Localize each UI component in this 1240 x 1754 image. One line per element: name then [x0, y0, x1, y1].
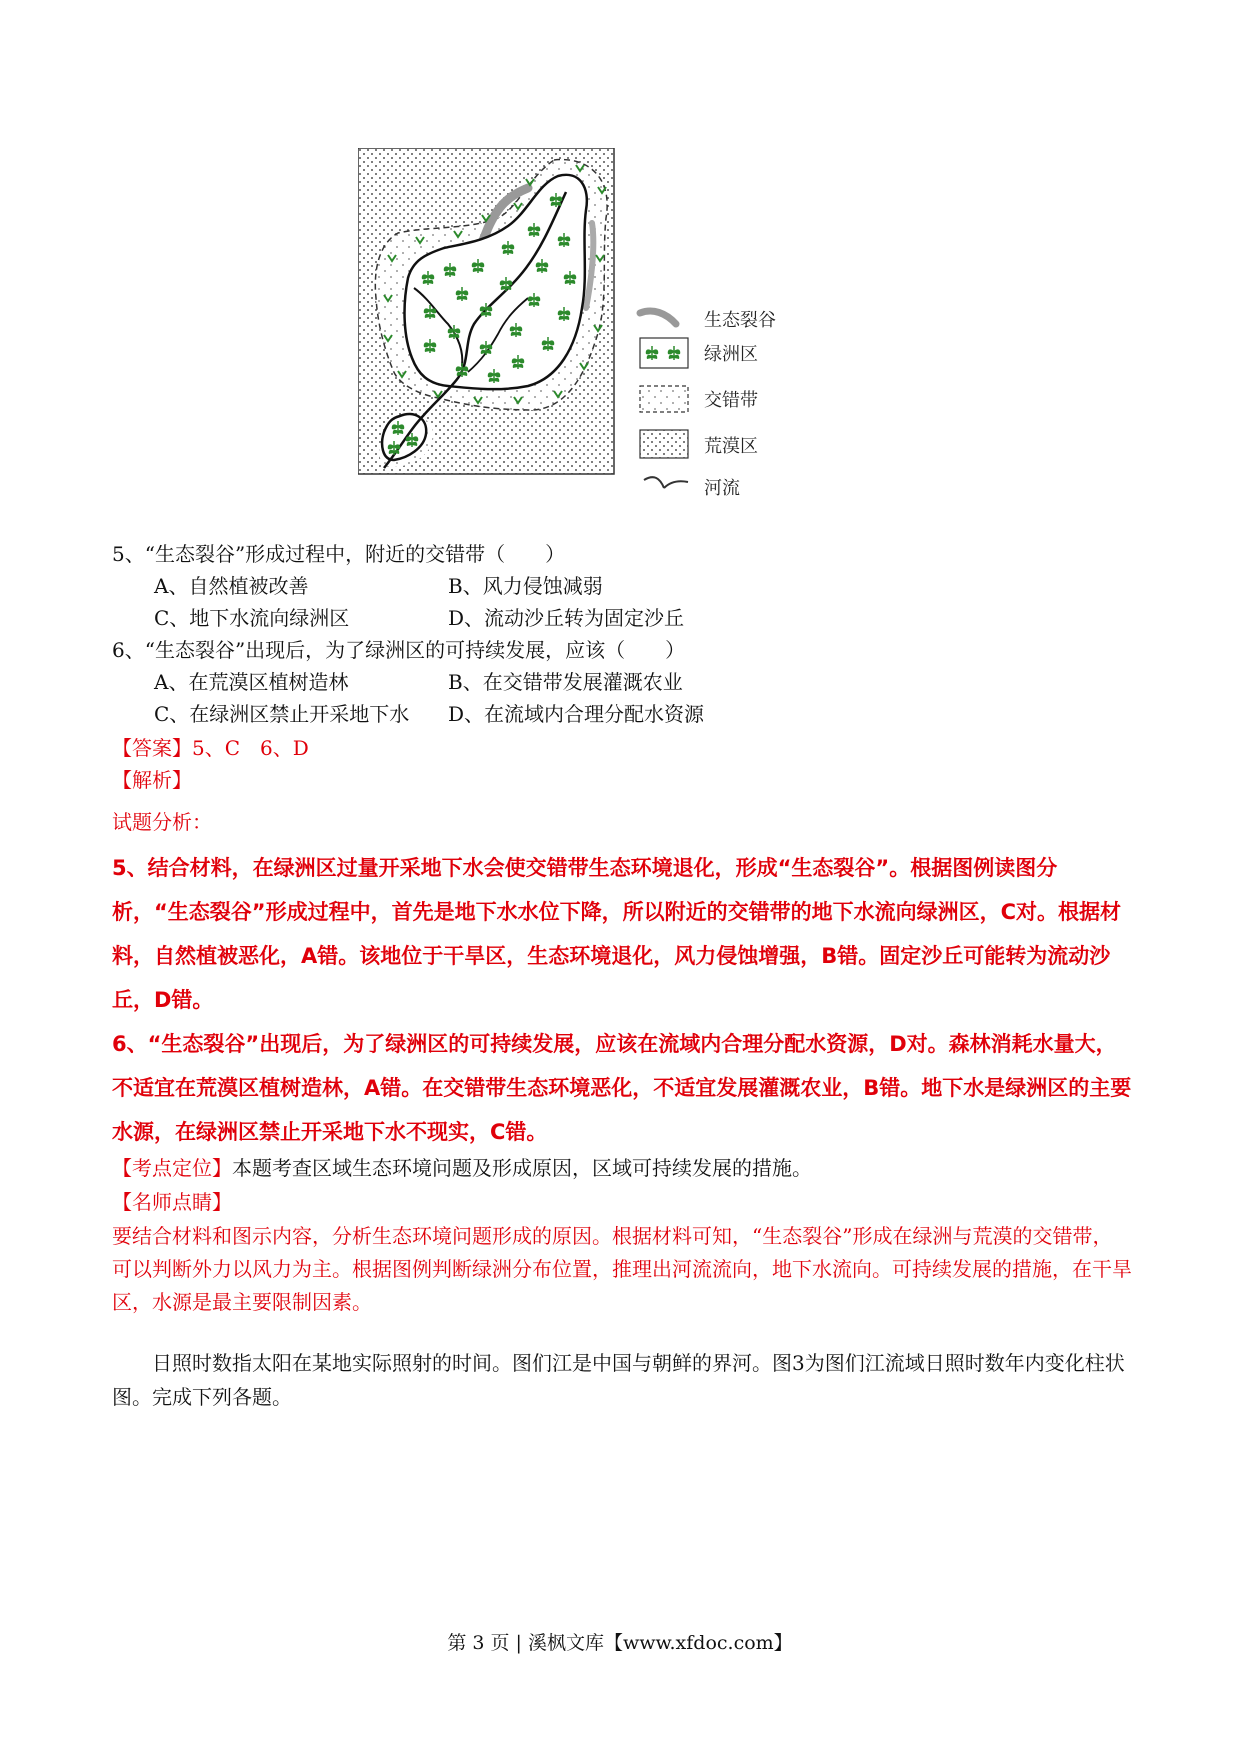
kaodian-tag: 【考点定位】 — [112, 1156, 232, 1180]
question-5-stem: 5、“生态裂谷”形成过程中，附近的交错带（ ） — [112, 542, 566, 566]
q6-option-d: D、在流域内合理分配水资源 — [448, 702, 705, 726]
answer-line — [112, 732, 309, 764]
legend-label-river: 河流 — [704, 478, 740, 499]
legend-label-oasis: 绿洲区 — [704, 344, 758, 365]
q5-option-c: C、地下水流向绿洲区 — [154, 606, 350, 630]
gray-band-icon — [640, 311, 676, 324]
dense-dots-icon — [640, 430, 688, 458]
kaodian-line — [112, 1152, 1132, 1184]
river-line-icon — [644, 477, 688, 488]
oasis-plant-icon — [640, 338, 688, 368]
sparse-dots-icon — [640, 386, 688, 412]
q6-option-b: B、在交错带发展灌溉农业 — [448, 670, 683, 694]
answer-tag: 【答案】 — [112, 736, 192, 760]
oasis-map — [358, 148, 878, 528]
q6-option-c: C、在绿洲区禁止开采地下水 — [154, 702, 410, 726]
q5-option-a: A、自然植被改善 — [154, 574, 309, 598]
q5-option-b: B、风力侵蚀减弱 — [448, 574, 603, 598]
page-footer: 第 3 页 | 溪枫文库【www.xfdoc.com】 — [447, 1632, 793, 1654]
legend-label-desert: 荒漠区 — [704, 436, 758, 457]
legend-label-rift: 生态裂谷 — [704, 310, 776, 331]
map-legend — [640, 310, 776, 499]
map-panel — [358, 148, 614, 474]
legend-label-transition: 交错带 — [704, 390, 758, 411]
analysis-title: 试题分析： — [112, 810, 212, 834]
q6-option-a: A、在荒漠区植树造林 — [154, 670, 349, 694]
mingshi-text: 要结合材料和图示内容，分析生态环境问题形成的原因。根据材料可知，“生态裂谷”形成在绿洲与荒漠的交错带，可以判断外力以风力为主。根据图例判断绿洲分布位置，推理出河流流向，地下水流向。可持续发展的措施，在干旱区，水源是最主要限制因素。 — [112, 1224, 1132, 1314]
q5-option-d: D、流动沙丘转为固定沙丘 — [448, 606, 685, 630]
explanation-q6: 6、“生态裂谷”出现后，为了绿洲区的可持续发展，应该在流域内合理分配水资源，D对。森林消耗水量大，不适宜在荒漠区植树造林，A错。在交错带生态环境恶化，不适宜发展灌溉农业，B错。地下水是绿洲区的主要水源，在绿洲区禁止开采地下水不现实，C错。 — [112, 1032, 1132, 1144]
explanation-q5: 5、结合材料，在绿洲区过量开采地下水会使交错带生态环境退化，形成“生态裂谷”。根据图例读图分析，“生态裂谷”形成过程中，首先是地下水水位下降，所以附近的交错带的地下水流向绿洲区，C对。根据材料，自然植被恶化，A错。该地位于干旱区，生态环境退化，风力侵蚀增强，B错。固定沙丘可能转为流动沙丘，D错。 — [112, 856, 1122, 1012]
explanation-block — [112, 846, 1132, 1154]
next-question-intro: 日照时数指太阳在某地实际照射的时间。图们江是中国与朝鲜的界河。图3为图们江流域日照时数年内变化柱状图。完成下列各题。 — [112, 1351, 1125, 1409]
mingshi-tag: 【名师点睛】 — [112, 1190, 232, 1214]
kaodian-text: 本题考查区域生态环境问题及形成原因，区域可持续发展的措施。 — [232, 1156, 812, 1180]
question-6-stem: 6、“生态裂谷”出现后，为了绿洲区的可持续发展，应该（ ） — [112, 638, 686, 662]
oasis-map-figure — [358, 148, 878, 528]
answer-text: 5、C 6、D — [192, 736, 309, 760]
analysis-tag: 【解析】 — [112, 768, 192, 792]
